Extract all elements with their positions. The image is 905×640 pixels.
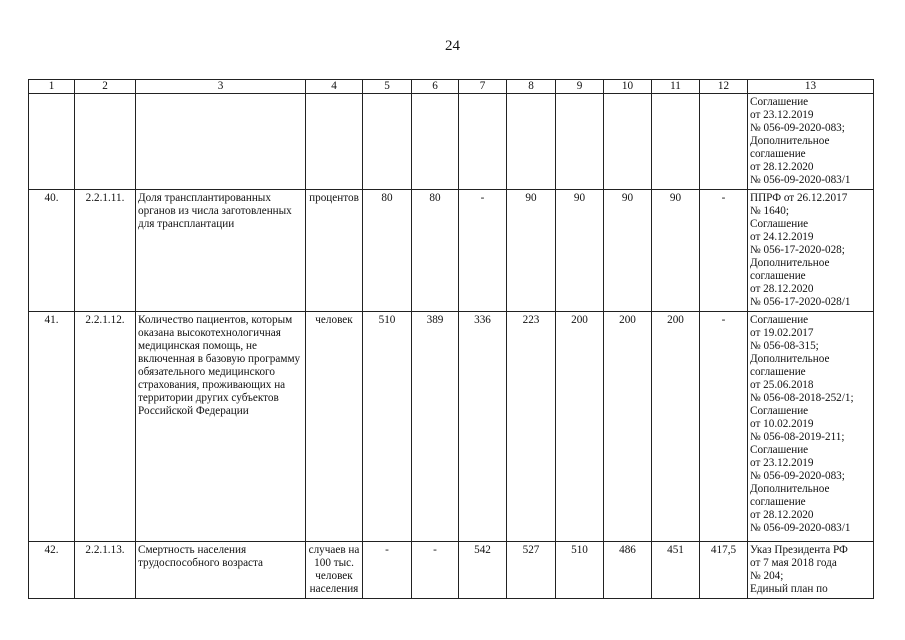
basis-line: Соглашение [750, 444, 809, 456]
value-cell [459, 94, 507, 190]
value-cell: - [700, 190, 748, 312]
col-header: 11 [652, 80, 700, 94]
basis-line: № 056-09-2020-083/1 [750, 174, 851, 186]
basis-line: № 056-08-2018-252/1; [750, 392, 854, 404]
basis-line: соглашение [750, 270, 806, 282]
basis-line: № 056-09-2020-083; [750, 470, 845, 482]
basis-line: ППРФ от 26.12.2017 [750, 192, 848, 204]
col-header: 7 [459, 80, 507, 94]
basis-line: от 25.06.2018 [750, 379, 814, 391]
basis-line: Соглашение [750, 96, 809, 108]
indicator-name: Количество пациентов, которым оказана высокотехнологичная медицинская помощь, не включенная в базовую программу обязательного медицинского страхования, проживающих на территории других субъектов Российской Федерации [136, 312, 306, 542]
value-cell: - [700, 312, 748, 542]
basis-line: Соглашение [750, 218, 809, 230]
col-header: 10 [604, 80, 652, 94]
value-cell: 510 [363, 312, 412, 542]
value-cell: 223 [507, 312, 556, 542]
value-cell: 486 [604, 542, 652, 599]
unit: процентов [306, 190, 363, 312]
item-code: 2.2.1.12. [75, 312, 136, 542]
item-code [75, 94, 136, 190]
basis-line: соглашение [750, 496, 806, 508]
value-cell [412, 94, 459, 190]
col-header: 4 [306, 80, 363, 94]
value-cell: 527 [507, 542, 556, 599]
value-cell: 389 [412, 312, 459, 542]
value-cell: 80 [412, 190, 459, 312]
value-cell: 200 [604, 312, 652, 542]
table-row [29, 542, 874, 599]
indicator-name: Смертность населения трудоспособного возраста [136, 542, 306, 599]
basis-line: от 28.12.2020 [750, 283, 814, 295]
unit: случаев на 100 тыс. человек населения [306, 542, 363, 599]
table-row [29, 312, 874, 542]
value-cell: - [412, 542, 459, 599]
basis-line: № 056-08-2019-211; [750, 431, 845, 443]
basis-line: № 056-17-2020-028; [750, 244, 845, 256]
table-row [29, 94, 874, 190]
basis-line: соглашение [750, 148, 806, 160]
col-header: 6 [412, 80, 459, 94]
basis-line: от 10.02.2019 [750, 418, 814, 430]
basis-line: Указ Президента РФ [750, 544, 848, 556]
row-number [29, 94, 75, 190]
item-code: 2.2.1.11. [75, 190, 136, 312]
basis-line: № 056-09-2020-083/1 [750, 522, 851, 534]
basis-document [748, 94, 874, 190]
row-number: 42. [29, 542, 75, 599]
basis-line: № 056-08-315; [750, 340, 819, 352]
value-cell: 417,5 [700, 542, 748, 599]
value-cell: 90 [556, 190, 604, 312]
basis-document [748, 190, 874, 312]
value-cell [507, 94, 556, 190]
value-cell: 80 [363, 190, 412, 312]
basis-line: Дополнительное [750, 257, 830, 269]
value-cell: 200 [556, 312, 604, 542]
basis-document [748, 312, 874, 542]
col-header: 1 [29, 80, 75, 94]
value-cell: 510 [556, 542, 604, 599]
value-cell: 336 [459, 312, 507, 542]
basis-line: от 28.12.2020 [750, 161, 814, 173]
basis-line: соглашение [750, 366, 806, 378]
basis-document [748, 542, 874, 599]
unit: человек [306, 312, 363, 542]
value-cell: 542 [459, 542, 507, 599]
col-header: 12 [700, 80, 748, 94]
basis-line: Дополнительное [750, 483, 830, 495]
basis-line: от 23.12.2019 [750, 109, 814, 121]
value-cell [700, 94, 748, 190]
row-number: 41. [29, 312, 75, 542]
item-code: 2.2.1.13. [75, 542, 136, 599]
page-number: 24 [445, 38, 460, 54]
value-cell [652, 94, 700, 190]
basis-line: № 056-17-2020-028/1 [750, 296, 851, 308]
basis-line: № 056-09-2020-083; [750, 122, 845, 134]
col-header: 13 [748, 80, 874, 94]
value-cell: - [459, 190, 507, 312]
basis-line: от 7 мая 2018 года [750, 557, 837, 569]
col-header: 3 [136, 80, 306, 94]
basis-line: Дополнительное [750, 353, 830, 365]
value-cell: 90 [604, 190, 652, 312]
basis-line: от 24.12.2019 [750, 231, 814, 243]
basis-line: от 23.12.2019 [750, 457, 814, 469]
col-header: 5 [363, 80, 412, 94]
value-cell: 200 [652, 312, 700, 542]
value-cell: 90 [652, 190, 700, 312]
basis-line: № 204; [750, 570, 784, 582]
value-cell [604, 94, 652, 190]
col-header: 9 [556, 80, 604, 94]
indicator-name: Доля трансплантированных органов из числа заготовленных для трансплантации [136, 190, 306, 312]
col-header: 2 [75, 80, 136, 94]
basis-line: Дополнительное [750, 135, 830, 147]
basis-line: Соглашение [750, 314, 809, 326]
value-cell: 90 [507, 190, 556, 312]
value-cell: 451 [652, 542, 700, 599]
header-row [29, 80, 874, 94]
basis-line: № 1640; [750, 205, 789, 217]
basis-line: от 28.12.2020 [750, 509, 814, 521]
col-header: 8 [507, 80, 556, 94]
row-number: 40. [29, 190, 75, 312]
indicators-table [28, 79, 874, 599]
value-cell [556, 94, 604, 190]
table-row [29, 190, 874, 312]
value-cell [363, 94, 412, 190]
basis-line: от 19.02.2017 [750, 327, 814, 339]
basis-line: Соглашение [750, 405, 809, 417]
value-cell: - [363, 542, 412, 599]
basis-line: Единый план по [750, 583, 828, 595]
indicator-name [136, 94, 306, 190]
unit [306, 94, 363, 190]
